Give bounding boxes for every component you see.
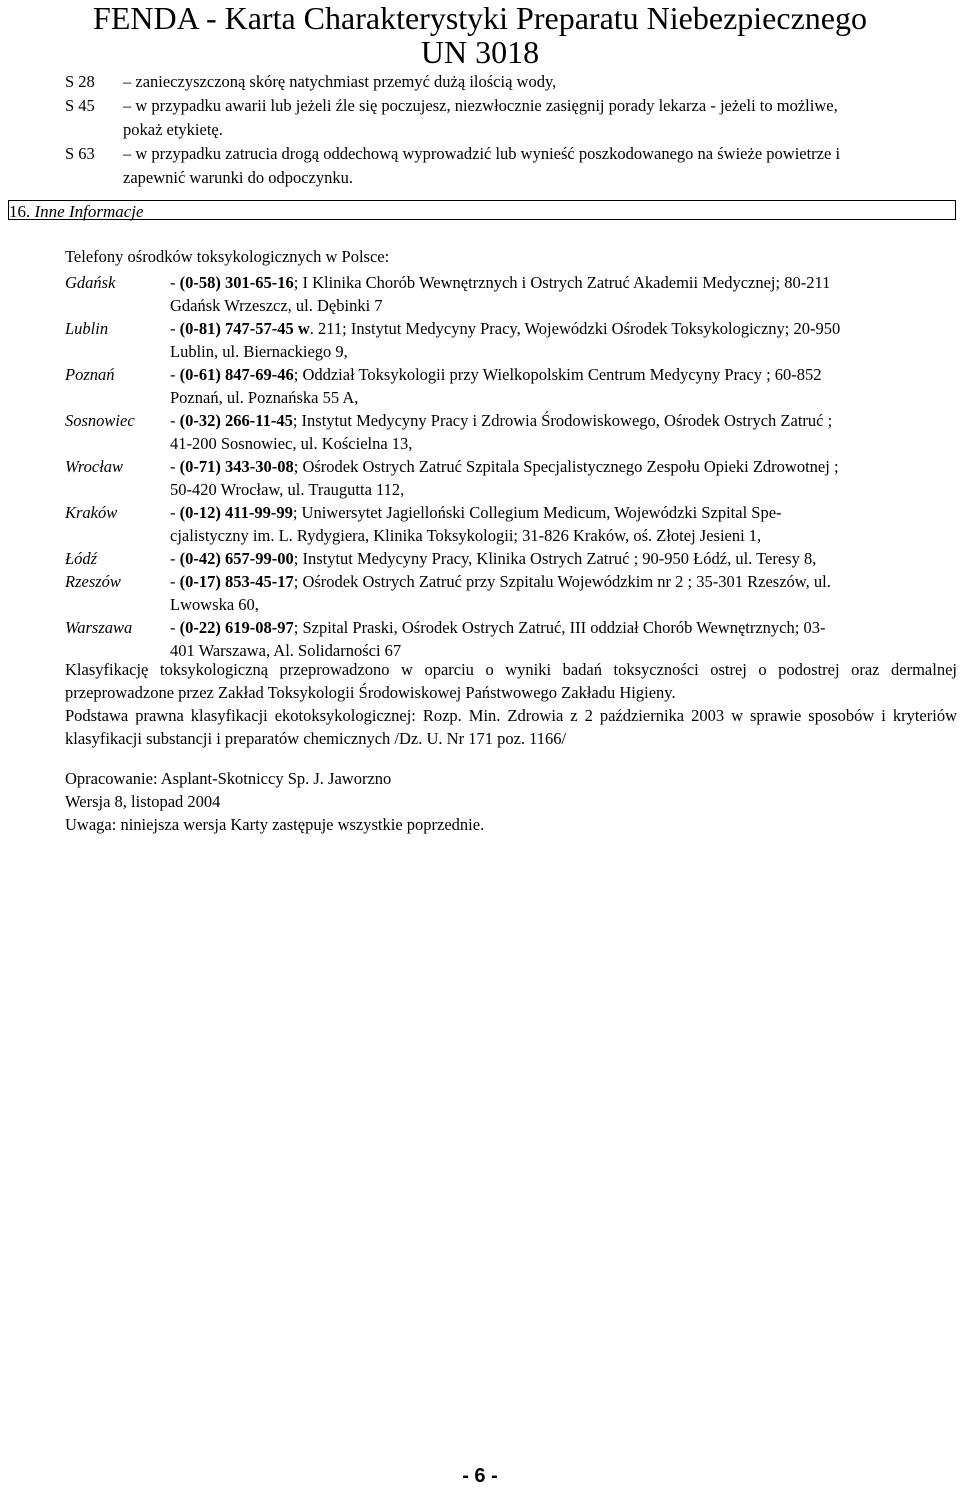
- safety-phrase-s63: [65, 142, 955, 166]
- center-poznan: [65, 363, 957, 409]
- center-address: Lublin, ul. Biernackiego 9,: [170, 342, 348, 361]
- note-line: Uwaga: niniejsza wersja Karty zastępuje wszystkie poprzednie.: [65, 815, 485, 834]
- center-rzeszow: [65, 570, 957, 616]
- city-name: Rzeszów: [65, 572, 121, 591]
- center-info: ; Instytut Medycyny Pracy, Klinika Ostrych Zatruć ; 90-950 Łódź, ul. Teresy 8,: [293, 549, 817, 568]
- center-address: Gdańsk Wrzeszcz, ul. Dębinki 7: [170, 296, 383, 315]
- phone-number: (0-42) 657-99-00: [179, 549, 294, 568]
- city-name: Warszawa: [65, 618, 133, 637]
- center-wroclaw: [65, 455, 957, 501]
- center-detail: - (0-12) 411-99-99; Uniwersytet Jagielloński Collegium Medicum, Wojewódzki Szpital Spe- cjalistyczny im. L. Rydygiera, Klinika Toksykologii; 31-826 Kraków, oś. Złotej Jesieni 1,: [170, 501, 957, 547]
- phrase-text: – w przypadku awarii lub jeżeli źle się poczujesz, niezwłocznie zasięgnij porady lekarza - jeżeli to możliwe,: [123, 96, 838, 115]
- safety-phrase-s28: [65, 70, 955, 94]
- center-detail: - (0-61) 847-69-46; Oddział Toksykologii przy Wielkopolskim Centrum Medycyny Pracy ; 60-852 Poznań, ul. Poznańska 55 A,: [170, 363, 957, 409]
- center-krakow: [65, 501, 957, 547]
- phrase-continuation: [65, 166, 955, 190]
- phone-number: (0-81) 747-57-45 w: [179, 319, 310, 338]
- classification-paragraph: Klasyfikację toksykologiczną przeprowadzono w oparciu o wyniki badań toksyczności ostrej o podostrej oraz dermalnej przeprowadzone przez Zakład Toksykologii Środowiskowej Państwowego Zakładu Higieny.: [65, 660, 957, 702]
- center-detail: - (0-71) 343-30-08; Ośrodek Ostrych Zatruć Szpitala Specjalistycznego Zespołu Opieki Zdrowotnej ; 50-420 Wrocław, ul. Traugutta 112,: [170, 455, 957, 501]
- phrase-text: – zanieczyszczoną skórę natychmiast przemyć dużą ilością wody,: [123, 72, 557, 91]
- phone-number: (0-71) 343-30-08: [179, 457, 294, 476]
- phrase-text: – w przypadku zatrucia drogą oddechową wyprowadzić lub wynieść poszkodowanego na świeże powietrze i: [123, 144, 841, 163]
- center-detail: - (0-81) 747-57-45 w. 211; Instytut Medycyny Pracy, Wojewódzki Ośrodek Toksykologiczny; 20-950 Lublin, ul. Biernackiego 9,: [170, 317, 957, 363]
- phone-number: (0-17) 853-45-17: [179, 572, 294, 591]
- un-number: UN 3018: [420, 34, 540, 70]
- city-name: Sosnowiec: [65, 411, 135, 430]
- phrase-code: S 28: [65, 72, 95, 91]
- center-info: ; Uniwersytet Jagielloński Collegium Medicum, Wojewódzki Szpital Spe-: [292, 503, 782, 522]
- phrase-text-cont: zapewnić warunki do odpoczynku.: [123, 168, 354, 187]
- phone-number: (0-61) 847-69-46: [179, 365, 294, 384]
- center-address: 401 Warszawa, Al. Solidarności 67: [170, 641, 402, 660]
- city-name: Poznań: [65, 365, 115, 384]
- centers-block: [65, 245, 957, 662]
- center-address: cjalistyczny im. L. Rydygiera, Klinika Toksykologii; 31-826 Kraków, oś. Złotej Jesieni 1,: [170, 526, 762, 545]
- version-line: Wersja 8, listopad 2004: [65, 792, 221, 811]
- author-line: Opracowanie: Asplant-Skotniccy Sp. J. Jaworzno: [65, 769, 392, 788]
- city-name: Kraków: [65, 503, 118, 522]
- center-lublin: [65, 317, 957, 363]
- classification-block: [65, 658, 957, 750]
- phrase-code-spacer: [65, 118, 123, 142]
- center-detail: - (0-32) 266-11-45; Instytut Medycyny Pracy i Zdrowia Środowiskowego, Ośrodek Ostrych Zatruć ; 41-200 Sosnowiec, ul. Kościelna 13,: [170, 409, 957, 455]
- section-title: [9, 200, 144, 224]
- phrase-continuation: [65, 118, 955, 142]
- center-address: 41-200 Sosnowiec, ul. Kościelna 13,: [170, 434, 413, 453]
- center-address: Poznań, ul. Poznańska 55 A,: [170, 388, 359, 407]
- safety-phrase-s45: [65, 94, 955, 118]
- phone-number: (0-58) 301-65-16: [179, 273, 294, 292]
- center-detail: - (0-58) 301-65-16; I Klinika Chorób Wewnętrznych i Ostrych Zatruć Akademii Medycznej; 80-211 Gdańsk Wrzeszcz, ul. Dębinki 7: [170, 271, 957, 317]
- section-header-box: [8, 200, 956, 220]
- phrase-text-cont: pokaż etykietę.: [123, 120, 223, 139]
- center-address: Lwowska 60,: [170, 595, 259, 614]
- section-label: Inne Informacje: [34, 202, 144, 221]
- city-name: Wrocław: [65, 457, 124, 476]
- center-detail: - (0-42) 657-99-00; Instytut Medycyny Pracy, Klinika Ostrych Zatruć ; 90-950 Łódź, ul. Teresy 8,: [170, 549, 817, 568]
- phrase-code-spacer: [65, 166, 123, 190]
- center-address: 50-420 Wrocław, ul. Traugutta 112,: [170, 480, 405, 499]
- center-detail: - (0-17) 853-45-17; Ośrodek Ostrych Zatruć przy Szpitalu Wojewódzkim nr 2 ; 35-301 Rzeszów, ul. Lwowska 60,: [170, 570, 957, 616]
- document-info: [65, 767, 957, 836]
- centers-intro: Telefony ośrodków toksykologicznych w Polsce:: [65, 247, 390, 266]
- document-title: FENDA - Karta Charakterystyki Preparatu Niebezpiecznego: [93, 0, 867, 36]
- phone-number: (0-32) 266-11-45: [179, 411, 293, 430]
- page-number: - 6 -: [462, 1465, 498, 1487]
- center-info: ; Instytut Medycyny Pracy i Zdrowia Środowiskowego, Ośrodek Ostrych Zatruć ;: [292, 411, 833, 430]
- center-info: ; I Klinika Chorób Wewnętrznych i Ostrych Zatruć Akademii Medycznej; 80-211: [293, 273, 831, 292]
- center-sosnowiec: [65, 409, 957, 455]
- city-name: Łódź: [65, 549, 98, 568]
- phrase-code: S 45: [65, 96, 95, 115]
- center-info: ; Ośrodek Ostrych Zatruć przy Szpitalu Wojewódzkim nr 2 ; 35-301 Rzeszów, ul.: [293, 572, 831, 591]
- section-number: 16.: [9, 202, 31, 221]
- phone-number: (0-12) 411-99-99: [179, 503, 293, 522]
- center-gdansk: [65, 271, 957, 317]
- phone-number: (0-22) 619-08-97: [179, 618, 294, 637]
- center-lodz: [65, 547, 957, 570]
- legal-basis-paragraph: Podstawa prawna klasyfikacji ekotoksykologicznej: Rozp. Min. Zdrowia z 2 października 2003 w sprawie sposobów i kryteriów klasyfikacji substancji i preparatów chemicznych /Dz. U. Nr 171 poz. 1166/: [65, 706, 957, 748]
- phrase-code: S 63: [65, 144, 95, 163]
- center-info: ; Ośrodek Ostrych Zatruć Szpitala Specjalistycznego Zespołu Opieki Zdrowotnej ;: [293, 457, 839, 476]
- center-detail: - (0-22) 619-08-97; Szpital Praski, Ośrodek Ostrych Zatruć, III oddział Chorób Wewnętrznych; 03- 401 Warszawa, Al. Solidarności 67: [170, 616, 957, 662]
- safety-phrases: [65, 70, 955, 190]
- center-info: ; Szpital Praski, Ośrodek Ostrych Zatruć, III oddział Chorób Wewnętrznych; 03-: [293, 618, 826, 637]
- center-info: ; Oddział Toksykologii przy Wielkopolskim Centrum Medycyny Pracy ; 60-852: [293, 365, 822, 384]
- city-name: Gdańsk: [65, 273, 116, 292]
- center-warszawa: [65, 616, 957, 662]
- city-name: Lublin: [65, 319, 109, 338]
- center-info: . 211; Instytut Medycyny Pracy, Wojewódzki Ośrodek Toksykologiczny; 20-950: [309, 319, 841, 338]
